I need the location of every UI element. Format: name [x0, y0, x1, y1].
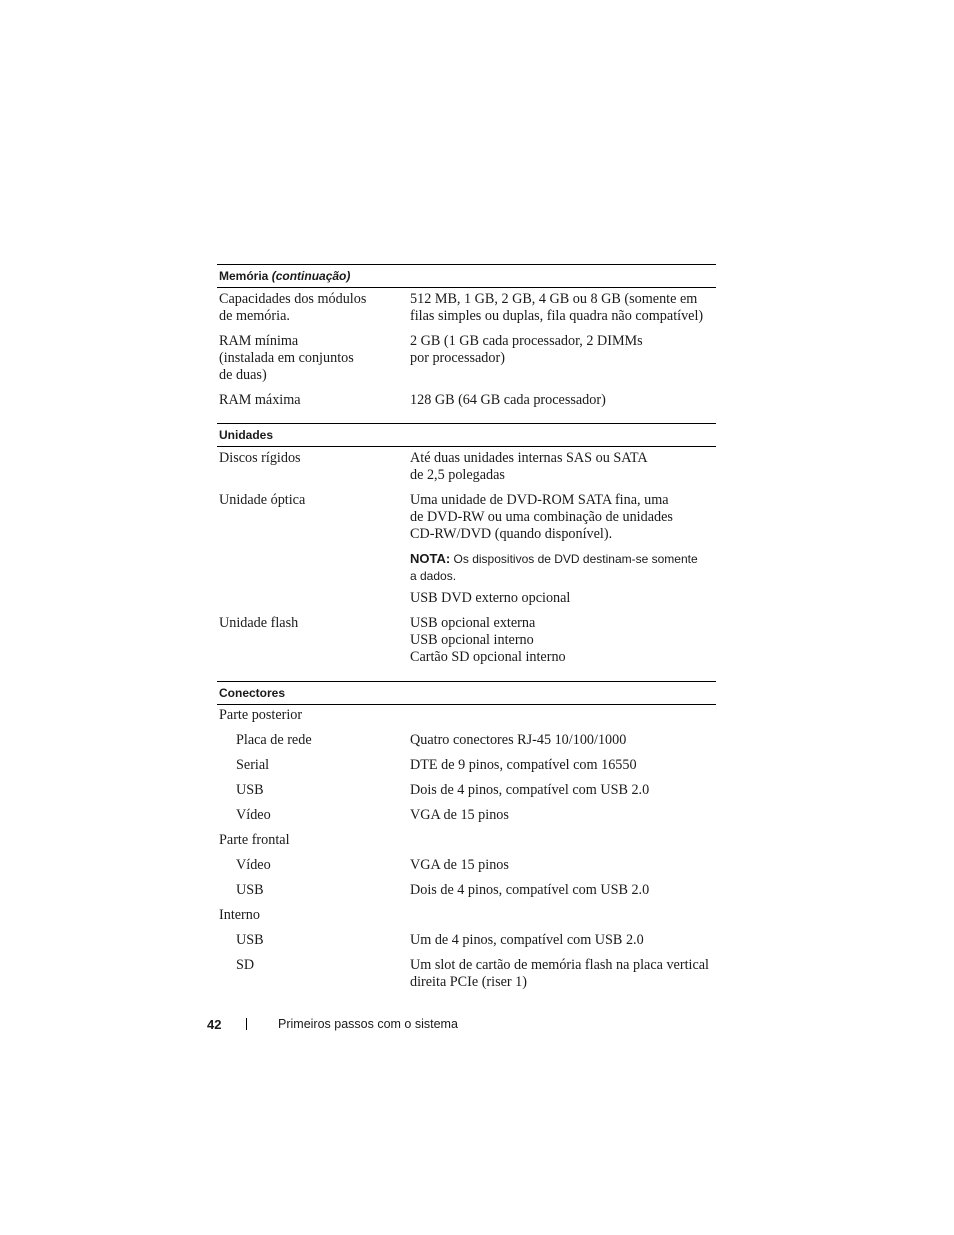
note-label: NOTA: — [410, 551, 451, 566]
section-title: Conectores — [219, 686, 286, 700]
row-value: Dois de 4 pinos, compatível com USB 2.0 — [410, 782, 650, 798]
group-label: Parte frontal — [219, 832, 290, 848]
row-value: VGA de 15 pinos — [410, 807, 509, 823]
row-value: USB DVD externo opcional — [410, 590, 571, 606]
row-value: VGA de 15 pinos — [410, 857, 509, 873]
section-title: Memória — [219, 269, 269, 283]
row-label: Placa de rede — [236, 732, 312, 748]
note-text: Os dispositivos de DVD destinam-se somente — [453, 552, 698, 566]
row-label: USB — [236, 782, 264, 798]
row-value: Uma unidade de DVD-ROM SATA fina, uma de DVD-RW ou uma combinação de unidades CD-RW/DVD (quando disponível). — [410, 492, 673, 542]
section-title-suffix: (continuação) — [271, 269, 351, 283]
row-value: USB opcional externa USB opcional interno Cartão SD opcional interno — [410, 615, 566, 665]
section-title: Unidades — [219, 428, 274, 442]
row-value: Dois de 4 pinos, compatível com USB 2.0 — [410, 882, 650, 898]
group-label: Interno — [219, 907, 260, 923]
row-label: Serial — [236, 757, 270, 773]
note — [410, 550, 720, 585]
row-label: SD — [236, 957, 255, 973]
page-number: 42 — [207, 1017, 222, 1032]
row-label: Vídeo — [236, 857, 271, 873]
row-label: USB — [236, 932, 264, 948]
group-label: Parte posterior — [219, 707, 303, 723]
row-label: Vídeo — [236, 807, 271, 823]
section-header-memoria — [217, 264, 716, 288]
row-label: Unidade óptica — [219, 492, 306, 508]
row-value: 2 GB (1 GB cada processador, 2 DIMMs por processador) — [410, 333, 643, 366]
row-label: USB — [236, 882, 264, 898]
footer-title: Primeiros passos com o sistema — [278, 1017, 458, 1031]
row-label: Discos rígidos — [219, 450, 301, 466]
row-value: Quatro conectores RJ-45 10/100/1000 — [410, 732, 627, 748]
note-text: a dados. — [410, 569, 457, 583]
row-label: RAM mínima (instalada em conjuntos de duas) — [219, 333, 354, 383]
footer-separator — [246, 1018, 247, 1030]
row-value: Um slot de cartão de memória flash na placa vertical direita PCIe (riser 1) — [410, 957, 709, 990]
row-label: Unidade flash — [219, 615, 299, 631]
row-label: RAM máxima — [219, 392, 301, 408]
row-value: DTE de 9 pinos, compatível com 16550 — [410, 757, 637, 773]
row-label: Capacidades dos módulos de memória. — [219, 291, 367, 324]
section-header-unidades — [217, 423, 716, 447]
row-value: 512 MB, 1 GB, 2 GB, 4 GB ou 8 GB (somente em filas simples ou duplas, fila quadra não compatível) — [410, 291, 704, 324]
row-value: Até duas unidades internas SAS ou SATA de 2,5 polegadas — [410, 450, 648, 483]
row-value: Um de 4 pinos, compatível com USB 2.0 — [410, 932, 644, 948]
section-header-conectores — [217, 681, 716, 705]
row-value: 128 GB (64 GB cada processador) — [410, 392, 606, 408]
